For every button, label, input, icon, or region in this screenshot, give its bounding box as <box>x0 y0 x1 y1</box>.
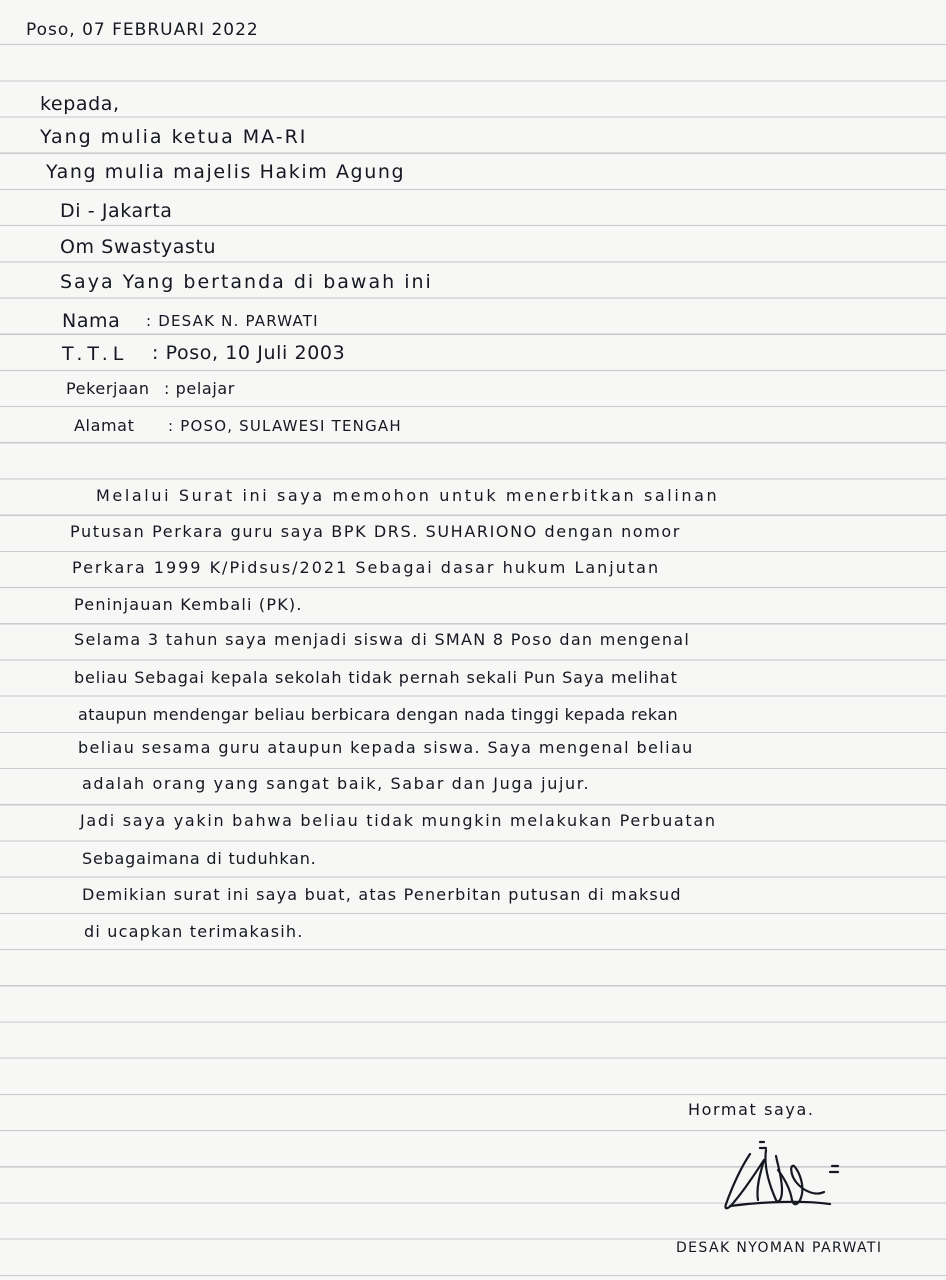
body-line-9: adalah orang yang sangat baik, Sabar dan Juga jujur. <box>82 774 591 793</box>
body-line-5: Selama 3 tahun saya menjadi siswa di SMAN 8 Poso dan mengenal <box>74 630 691 649</box>
signature <box>720 1130 850 1220</box>
identity-name-label: Nama <box>62 310 121 332</box>
greeting: Om Swastyastu <box>60 236 217 258</box>
identity-job-label: Pekerjaan <box>66 379 150 398</box>
recipient-line-3: Di - Jakarta <box>60 200 173 222</box>
signer-name: DESAK NYOMAN PARWATI <box>676 1240 883 1256</box>
body-line-3: Perkara 1999 K/Pidsus/2021 Sebagai dasar hukum Lanjutan <box>72 558 661 577</box>
identity-address-label: Alamat <box>74 416 135 435</box>
body-line-2: Putusan Perkara guru saya BPK DRS. SUHARIONO dengan nomor <box>70 522 681 541</box>
body-line-11: Sebagaimana di tuduhkan. <box>82 849 317 868</box>
identity-birth-value: : Poso, 10 Juli 2003 <box>152 342 346 364</box>
body-line-13: di ucapkan terimakasih. <box>84 922 304 941</box>
recipient-salutation: kepada, <box>40 93 120 115</box>
body-line-1: Melalui Surat ini saya memohon untuk menerbitkan salinan <box>96 486 720 505</box>
body-line-10: Jadi saya yakin bahwa beliau tidak mungkin melakukan Perbuatan <box>80 811 717 830</box>
body-line-8: beliau sesama guru ataupun kepada siswa. Saya mengenal beliau <box>78 738 694 757</box>
body-line-4: Peninjauan Kembali (PK). <box>74 595 303 614</box>
body-line-6: beliau Sebagai kepala sekolah tidak pernah sekali Pun Saya melihat <box>74 668 678 687</box>
date-line: Poso, 07 FEBRUARI 2022 <box>26 20 259 40</box>
identity-birth-label: T.T.L <box>62 343 129 365</box>
recipient-line-1: Yang mulia ketua MA-RI <box>40 126 308 148</box>
recipient-line-2: Yang mulia majelis Hakim Agung <box>46 161 406 183</box>
identity-address-value: : POSO, SULAWESI TENGAH <box>168 417 402 435</box>
identity-name-value: : DESAK N. PARWATI <box>146 312 319 330</box>
body-line-12: Demikian surat ini saya buat, atas Penerbitan putusan di maksud <box>82 885 682 904</box>
body-line-7: ataupun mendengar beliau berbicara dengan nada tinggi kepada rekan <box>78 705 679 724</box>
identity-job-value: : pelajar <box>164 379 235 398</box>
intro-line: Saya Yang bertanda di bawah ini <box>60 271 433 293</box>
closing: Hormat saya. <box>688 1100 815 1119</box>
